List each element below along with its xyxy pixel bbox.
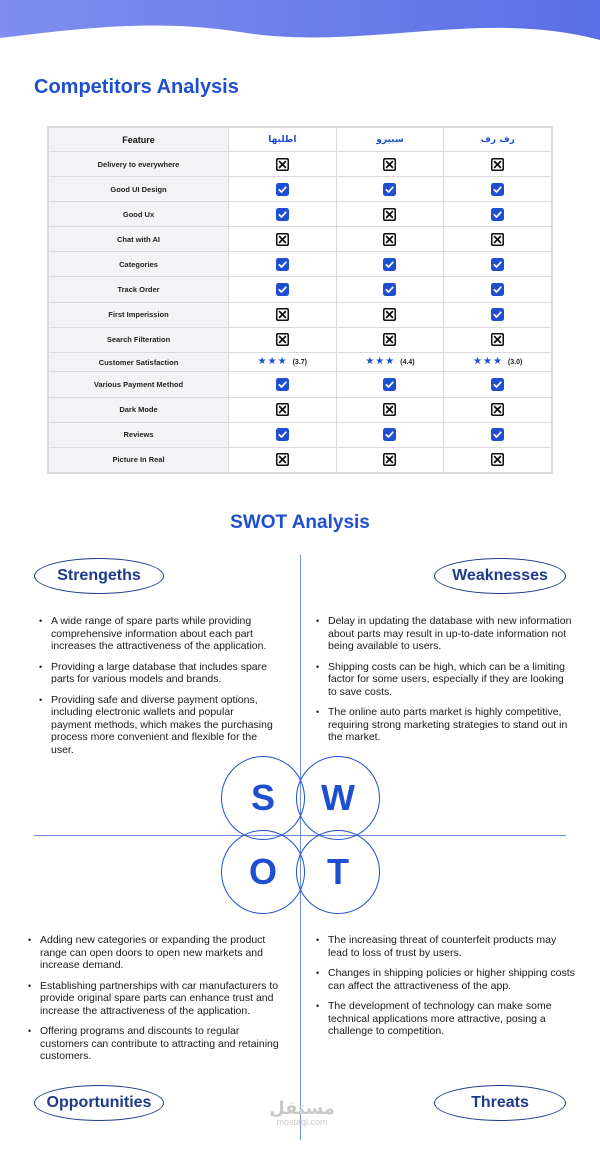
swot-circle-w: W [296, 756, 380, 840]
feature-name: Reviews [49, 422, 229, 447]
x-mark-icon [276, 308, 289, 321]
opportunities-list [25, 934, 287, 1071]
weaknesses-list [313, 615, 573, 752]
mostaql-logo [262, 1098, 342, 1127]
cell-spiro [336, 447, 444, 472]
cell-rafraf [444, 447, 552, 472]
weaknesses-label: Weaknesses [434, 558, 566, 594]
cell-otlobha [229, 177, 337, 202]
feature-name: Customer Satisfaction [49, 352, 229, 372]
cell-rafraf [444, 327, 552, 352]
x-mark-icon [383, 158, 396, 171]
table-row [49, 302, 552, 327]
swot-circle-t: T [296, 830, 380, 914]
cell-rafraf [444, 422, 552, 447]
swot-vertical-divider [300, 555, 301, 1140]
cell-spiro [336, 227, 444, 252]
feature-name: Categories [49, 252, 229, 277]
rating-value: (3.0) [507, 359, 523, 367]
list-item: • A wide range of spare parts while providing comprehensive information about each part increases the attractiveness of the application. [36, 615, 276, 653]
x-mark-icon [383, 208, 396, 221]
checkbox-checked-icon [491, 308, 504, 321]
checkbox-checked-icon [491, 428, 504, 441]
list-item: • The online auto parts market is highly competitive, requiring strong marketing strategies to stand out in the market. [313, 706, 573, 744]
swot-circle-s: S [221, 756, 305, 840]
feature-name: Dark Mode [49, 397, 229, 422]
checkbox-checked-icon [383, 183, 396, 196]
strengths-list [36, 615, 276, 764]
cell-otlobha [229, 352, 337, 372]
x-mark-icon [276, 403, 289, 416]
feature-name: Delivery to everywhere [49, 152, 229, 177]
feature-name: Chat with AI [49, 227, 229, 252]
threats-list [313, 934, 575, 1046]
table-row [49, 447, 552, 472]
cell-spiro [336, 422, 444, 447]
list-item: • Providing a large database that includes spare parts for various models and brands. [36, 661, 276, 686]
checkbox-checked-icon [276, 283, 289, 296]
feature-name: Good UI Design [49, 177, 229, 202]
strengths-label: Strengeths [34, 558, 164, 594]
cell-spiro [336, 202, 444, 227]
checkbox-checked-icon [491, 258, 504, 271]
x-mark-icon [276, 333, 289, 346]
list-item: • Changes in shipping policies or higher shipping costs can affect the attractiveness of the app. [313, 967, 575, 992]
swot-circle-o: O [221, 830, 305, 914]
cell-rafraf [444, 227, 552, 252]
checkbox-checked-icon [491, 378, 504, 391]
cell-otlobha [229, 327, 337, 352]
cell-otlobha [229, 252, 337, 277]
cell-otlobha [229, 227, 337, 252]
cell-rafraf [444, 302, 552, 327]
cell-spiro [336, 277, 444, 302]
x-mark-icon [491, 403, 504, 416]
cell-spiro [336, 352, 444, 372]
feature-name: Various Payment Method [49, 372, 229, 397]
feature-name: First Imperission [49, 302, 229, 327]
swot-title: SWOT Analysis [230, 512, 370, 533]
checkbox-checked-icon [276, 378, 289, 391]
cell-otlobha [229, 277, 337, 302]
checkbox-checked-icon [276, 208, 289, 221]
list-item: • Shipping costs can be high, which can be a limiting factor for some users, especially if they are looking to save costs. [313, 661, 573, 699]
table-row [49, 227, 552, 252]
checkbox-checked-icon [276, 183, 289, 196]
checkbox-checked-icon [383, 428, 396, 441]
list-item: • Offering programs and discounts to regular customers can contribute to attracting and retaining customers. [25, 1025, 287, 1063]
cell-rafraf [444, 152, 552, 177]
table-row [49, 372, 552, 397]
table-row [49, 352, 552, 372]
column-header-feature: Feature [49, 128, 229, 152]
table-row [49, 397, 552, 422]
table-row [49, 327, 552, 352]
cell-otlobha [229, 152, 337, 177]
swot-horizontal-divider [34, 835, 566, 836]
cell-otlobha [229, 397, 337, 422]
feature-name: Picture In Real [49, 447, 229, 472]
threats-label: Threats [434, 1085, 566, 1121]
checkbox-checked-icon [276, 428, 289, 441]
opportunities-label: Opportunities [34, 1085, 164, 1121]
feature-name: Track Order [49, 277, 229, 302]
x-mark-icon [276, 158, 289, 171]
x-mark-icon [491, 233, 504, 246]
checkbox-checked-icon [383, 283, 396, 296]
checkbox-checked-icon [383, 378, 396, 391]
x-mark-icon [276, 233, 289, 246]
x-mark-icon [383, 233, 396, 246]
cell-spiro [336, 302, 444, 327]
feature-name: Good Ux [49, 202, 229, 227]
cell-spiro [336, 152, 444, 177]
cell-rafraf [444, 397, 552, 422]
cell-otlobha [229, 447, 337, 472]
list-item: • The increasing threat of counterfeit products may lead to loss of trust by users. [313, 934, 575, 959]
column-header-rafraf: رف رف [444, 128, 552, 152]
column-header-otlobha: اطلبها [229, 128, 337, 152]
logo-latin: mostaql.com [276, 1117, 328, 1127]
table-row [49, 202, 552, 227]
cell-spiro [336, 327, 444, 352]
x-mark-icon [491, 453, 504, 466]
list-item: • Adding new categories or expanding the product range can open doors to open new markets and increase demand. [25, 934, 287, 972]
cell-otlobha [229, 302, 337, 327]
cell-spiro [336, 252, 444, 277]
checkbox-checked-icon [491, 283, 504, 296]
checkbox-checked-icon [383, 258, 396, 271]
rating-stars-icon: ★ ★ ★ [365, 356, 395, 368]
cell-spiro [336, 177, 444, 202]
x-mark-icon [491, 333, 504, 346]
cell-spiro [336, 372, 444, 397]
list-item: • Delay in updating the database with new information about parts may result in up-to-date information not being available to users. [313, 615, 573, 653]
checkbox-checked-icon [491, 183, 504, 196]
cell-otlobha [229, 422, 337, 447]
competitors-title: Competitors Analysis [34, 76, 239, 98]
rating-stars-icon: ★ ★ ★ [473, 356, 502, 368]
list-item: • The development of technology can make some technical applications more attractive, posing a challenge to competition. [313, 1000, 575, 1038]
cell-rafraf [444, 202, 552, 227]
checkbox-checked-icon [491, 208, 504, 221]
cell-rafraf [444, 372, 552, 397]
x-mark-icon [383, 453, 396, 466]
checkbox-checked-icon [276, 258, 289, 271]
cell-otlobha [229, 202, 337, 227]
competitors-table [47, 126, 553, 474]
table-row [49, 177, 552, 202]
table-row [49, 422, 552, 447]
x-mark-icon [276, 453, 289, 466]
cell-rafraf [444, 277, 552, 302]
cell-otlobha [229, 372, 337, 397]
column-header-spiro: سبيرو [336, 128, 444, 152]
rating-value: (4.4) [400, 359, 415, 367]
cell-spiro [336, 397, 444, 422]
x-mark-icon [491, 158, 504, 171]
cell-rafraf [444, 252, 552, 277]
table-row [49, 152, 552, 177]
feature-name: Search Filteration [49, 327, 229, 352]
rating-stars-icon: ★ ★ ★ [257, 356, 287, 368]
table-row [49, 252, 552, 277]
header-wave [0, 0, 600, 60]
cell-rafraf [444, 352, 552, 372]
list-item: • Providing safe and diverse payment options, including electronic wallets and popular payment methods, which makes the purchasing process more convenient and flexible for the user. [36, 694, 276, 757]
logo-arabic: مستقل [269, 1098, 335, 1119]
cell-rafraf [444, 177, 552, 202]
table-row [49, 277, 552, 302]
x-mark-icon [383, 308, 396, 321]
list-item: • Establishing partnerships with car manufacturers to provide original spare parts can enhance trust and increase the attractiveness of the application. [25, 980, 287, 1018]
rating-value: (3.7) [292, 359, 307, 367]
table-header-row [49, 128, 552, 152]
x-mark-icon [383, 333, 396, 346]
x-mark-icon [383, 403, 396, 416]
